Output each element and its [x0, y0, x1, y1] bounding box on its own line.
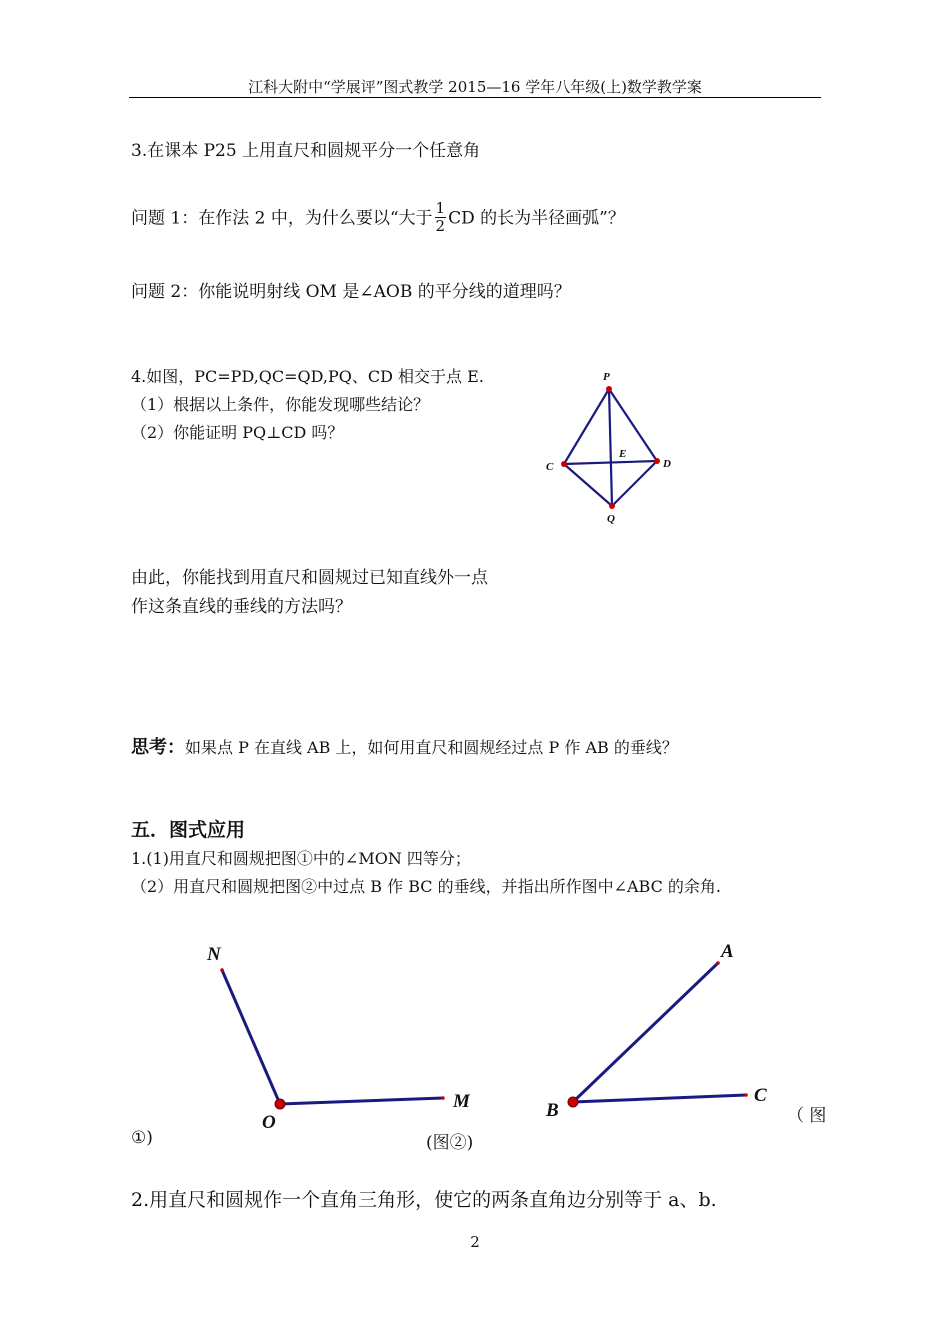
ray-om: [280, 1098, 443, 1104]
label-c2: C: [754, 1085, 767, 1106]
section3-title: 3.在课本 P25 上用直尺和圆规平分一个任意角: [131, 141, 481, 161]
caption-figure-2: (图②): [426, 1133, 474, 1153]
label-m: M: [453, 1091, 470, 1112]
fraction-numerator: 1: [435, 199, 446, 217]
think-label: 思考：: [131, 737, 185, 758]
label-c: C: [546, 461, 554, 473]
point-o: [275, 1099, 285, 1109]
label-n: N: [207, 944, 221, 965]
ray-bc: [573, 1095, 746, 1102]
point-m: [441, 1096, 445, 1100]
section5-item-1: 1.(1)用直尺和圆规把图①中的∠MON 四等分；: [131, 849, 471, 868]
point-c2: [744, 1093, 748, 1097]
followup-line-1: 由此，你能找到用直尺和圆规过已知直线外一点: [131, 568, 488, 588]
label-e: E: [619, 448, 627, 460]
page-header: 江科大附中“学展评”图式教学 2015—16 学年八年级(上)数学教学案: [248, 78, 702, 96]
question-1-text-before: 问题 1：在作法 2 中，为什么要以“大于: [131, 208, 433, 229]
label-b: B: [546, 1100, 559, 1121]
section4-line-2: （1）根据以上条件，你能发现哪些结论？: [131, 395, 430, 414]
label-a: A: [721, 941, 734, 962]
point-n: [220, 968, 224, 972]
section5-title: 五．图式应用: [131, 819, 246, 841]
caption-right: （ 图: [787, 1106, 827, 1126]
section4-line-3: （2）你能证明 PQ⊥CD 吗？: [131, 423, 344, 442]
label-p: P: [603, 371, 610, 383]
section4-line-1: 4.如图，PC=PD,QC=QD,PQ、CD 相交于点 E.: [131, 367, 484, 386]
page-number: 2: [470, 1233, 480, 1251]
followup-line-2: 作这条直线的垂线的方法吗？: [131, 597, 352, 617]
point-b: [568, 1097, 578, 1107]
ray-ba: [573, 963, 718, 1102]
label-d: D: [663, 458, 671, 470]
think-text: 如果点 P 在直线 AB 上，如何用直尺和圆规经过点 P 作 AB 的垂线？: [185, 738, 678, 757]
question-1-text-after: CD 的长为半径画弧”？: [448, 208, 625, 229]
caption-left: ①): [131, 1128, 153, 1148]
section5-item-2: （2）用直尺和圆规把图②中过点 B 作 BC 的垂线，并指出所作图中∠ABC 的余角.: [131, 877, 722, 896]
section5-item-3: 2.用直尺和圆规作一个直角三角形，使它的两条直角边分别等于 a、b.: [131, 1189, 717, 1211]
ray-on: [222, 970, 280, 1104]
question-2: 问题 2：你能说明射线 OM 是∠AOB 的平分线的道理吗？: [131, 282, 571, 302]
fraction-denominator: 2: [435, 216, 446, 235]
label-o: O: [262, 1112, 276, 1133]
label-q: Q: [607, 513, 615, 525]
point-a: [716, 961, 720, 965]
